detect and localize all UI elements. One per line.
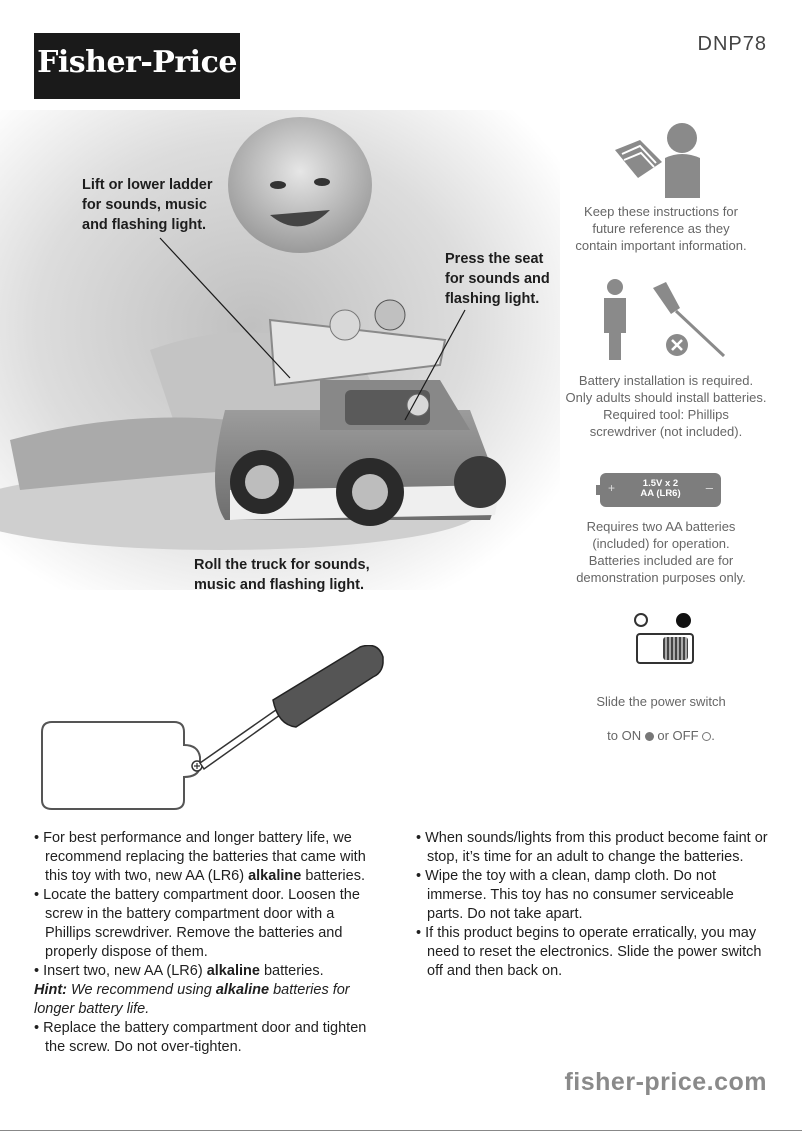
off-dot-icon: [702, 732, 711, 741]
baby-eye-left: [270, 181, 286, 189]
instruction-clean-toy: • Wipe the toy with a clean, damp cloth. Do not immerse. This toy has no consumer serviceable parts. Do not take apart.: [416, 868, 734, 922]
figure-firefighter: [375, 300, 405, 330]
switch-text-line1: Slide the power switch: [596, 694, 726, 709]
instruction-hint: Hint: We recommend using alkaline batteries for longer battery life.: [34, 982, 350, 1017]
switch-period: .: [711, 728, 715, 743]
requires-batteries-text: Requires two AA batteries (included) for operation. Batteries included are for demonstration purposes only.: [576, 519, 746, 585]
instruction-locate-door: • Locate the battery compartment door. Loosen the screw in the battery compartment door with a Phillips screwdriver. Remove the batteries and properly dispose of them.: [34, 887, 360, 960]
power-switch-text: [570, 676, 752, 761]
baby-eye-right: [314, 178, 330, 186]
battery-plus: +: [608, 481, 616, 495]
wheel-hub-rear: [245, 465, 279, 499]
instruction-insert-batteries: • Insert two, new AA (LR6) alkaline batteries.: [34, 963, 324, 979]
logo-text: Fisher-Price: [37, 45, 237, 80]
fisher-price-logo: [34, 33, 240, 99]
wheel-hub-front: [352, 474, 388, 510]
battery-minus: –: [705, 480, 713, 495]
callout-roll: Roll the truck for sounds, music and flashing light.: [194, 557, 370, 593]
battery-icon: [600, 473, 721, 507]
instruction-change-batteries: • When sounds/lights from this product become faint or stop, it’s time for an adult to change the batteries.: [416, 830, 768, 865]
battery-label-line1: 1.5V x 2: [642, 478, 679, 489]
instruction-replace-door: • Replace the battery compartment door and tighten the screw. Do not over-tighten.: [34, 1020, 367, 1055]
screwdriver-handle: [273, 645, 383, 727]
battery-install-text: Battery installation is required. Only adults should install batteries. Required tool: Phillips screwdriver (not included).: [565, 373, 767, 439]
switch-off-label: or OFF: [657, 728, 699, 743]
battery-label: [600, 479, 721, 499]
switch-text-line2: [570, 727, 752, 744]
callout-ladder: Lift or lower ladder for sounds, music and flashing light.: [82, 177, 213, 233]
website-url: fisher-price.com: [564, 1068, 767, 1096]
power-switch-icon: [636, 633, 694, 664]
keep-instructions-text: Keep these instructions for future reference as they contain important information.: [575, 204, 747, 253]
battery-label-line2: AA (LR6): [640, 488, 681, 499]
instructions-left: [34, 829, 379, 1057]
adult-with-screwdriver-icon: [598, 278, 733, 363]
switch-slider-icon: [663, 637, 688, 660]
battery-door-outline: [42, 722, 200, 809]
bottom-divider: [0, 1130, 802, 1131]
baby-head: [228, 117, 372, 253]
instructions-right: [416, 829, 771, 981]
read-instructions-icon: [610, 120, 710, 200]
truck-wheel-far: [454, 456, 506, 508]
on-symbol-icon: [676, 613, 691, 628]
screwdriver-shaft: [200, 705, 287, 769]
on-dot-icon: [645, 732, 654, 741]
instruction-replace-batteries: • For best performance and longer battery life, we recommend replacing the batteries that came with this toy with two, new AA (LR6) alkaline batteries.: [34, 830, 366, 884]
switch-on-label: to ON: [607, 728, 642, 743]
callout-seat: Press the seat for sounds and flashing light.: [445, 251, 550, 307]
battery-door-illustration: [38, 645, 388, 815]
figure-dog: [330, 310, 360, 340]
off-symbol-icon: [634, 613, 648, 627]
model-number: DNP78: [697, 33, 767, 55]
instruction-reset-electronics: • If this product begins to operate erratically, you may need to reset the electronics. Slide the power switch off and then back on.: [416, 925, 762, 979]
